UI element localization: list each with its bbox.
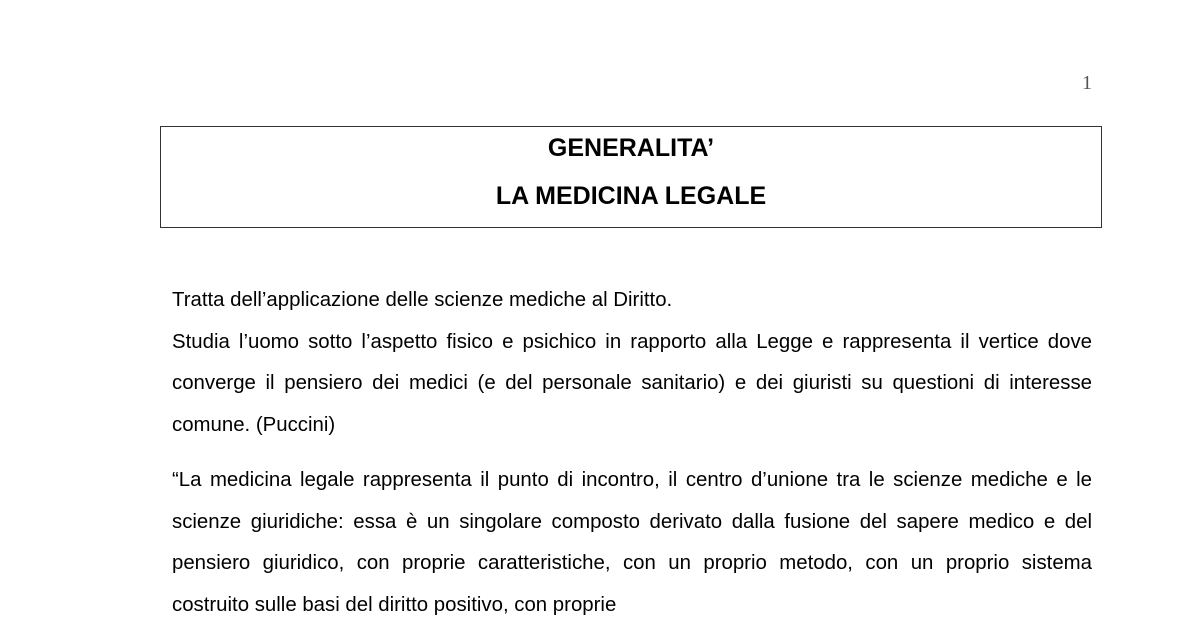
paragraph-quote: “La medicina legale rappresenta il punto di incontro, il centro d’unione tra le scienze mediche e le scienze giuridiche: essa è un singolare composto derivato dalla fusione del sapere medico e del pensiero giuridico, con proprie caratteristiche, con un proprio metodo, con un proprio sistema costruito sulle basi del diritto positivo, con proprie	[172, 469, 1092, 616]
paragraph-line: Studia l’uomo sotto l’aspetto fisico e psichico in rapporto alla Legge e rappresenta il vertice dove converge il pensiero dei medici (e del personale sanitario) e dei giuristi su questioni di interesse comune. (Puccini)	[172, 330, 1092, 436]
page-number: 1	[1082, 72, 1092, 94]
paragraph-definition	[172, 280, 1092, 446]
paragraph-line: Tratta dell’applicazione delle scienze mediche al Diritto.	[172, 289, 673, 311]
heading-generalita: GENERALITA’	[547, 134, 715, 162]
heading-medicina-legale: LA MEDICINA LEGALE	[495, 182, 767, 210]
title-box	[160, 126, 1102, 228]
